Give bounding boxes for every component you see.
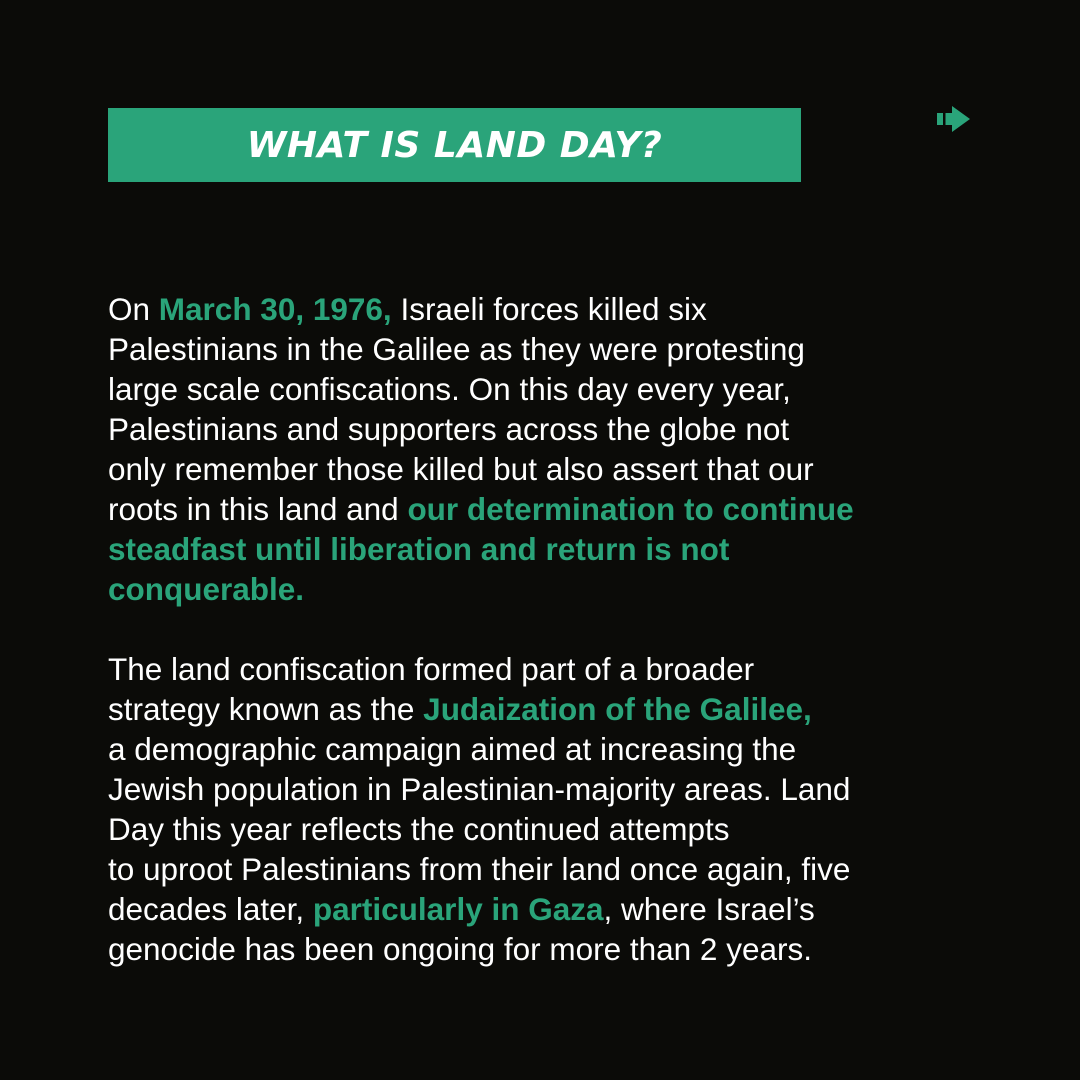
- text-line: The land confiscation formed part of a broader: [108, 651, 755, 687]
- next-slide-button[interactable]: [936, 104, 972, 134]
- arrow-right-icon: [936, 104, 972, 134]
- text-line: conquerable.: [108, 571, 305, 607]
- title-banner: [108, 108, 801, 182]
- highlight-gaza: particularly in Gaza: [312, 891, 604, 927]
- highlight-determination: our determination to continue: [407, 491, 854, 527]
- paragraph-history: [108, 289, 988, 609]
- text-line: only remember those killed but also assert that our: [108, 451, 814, 487]
- text-line: decades later, particularly in Gaza, where Israel’s: [108, 891, 815, 927]
- text-line: large scale confiscations. On this day every year,: [108, 371, 791, 407]
- text-line: genocide has been ongoing for more than 2 years.: [108, 931, 812, 967]
- text-line: to uproot Palestinians from their land once again, five: [108, 851, 851, 887]
- text-line: strategy known as the Judaization of the Galilee,: [108, 691, 812, 727]
- text-line: steadfast until liberation and return is not: [108, 531, 730, 567]
- paragraph-context: [108, 649, 988, 969]
- highlight-date: March 30, 1976,: [158, 291, 392, 327]
- text-line: Palestinians in the Galilee as they were protesting: [108, 331, 805, 367]
- text-line: On March 30, 1976, Israeli forces killed six: [108, 291, 707, 327]
- page-title: WHAT IS LAND DAY?: [246, 124, 663, 166]
- text-line: Day this year reflects the continued attempts: [108, 811, 730, 847]
- text-line: roots in this land and our determination to continue: [108, 491, 854, 527]
- text-line: Palestinians and supporters across the globe not: [108, 411, 790, 447]
- text-line: a demographic campaign aimed at increasing the: [108, 731, 797, 767]
- text-line: Jewish population in Palestinian-majority areas. Land: [108, 771, 851, 807]
- body-text: [108, 289, 988, 969]
- highlight-judaization: Judaization of the Galilee,: [423, 691, 812, 727]
